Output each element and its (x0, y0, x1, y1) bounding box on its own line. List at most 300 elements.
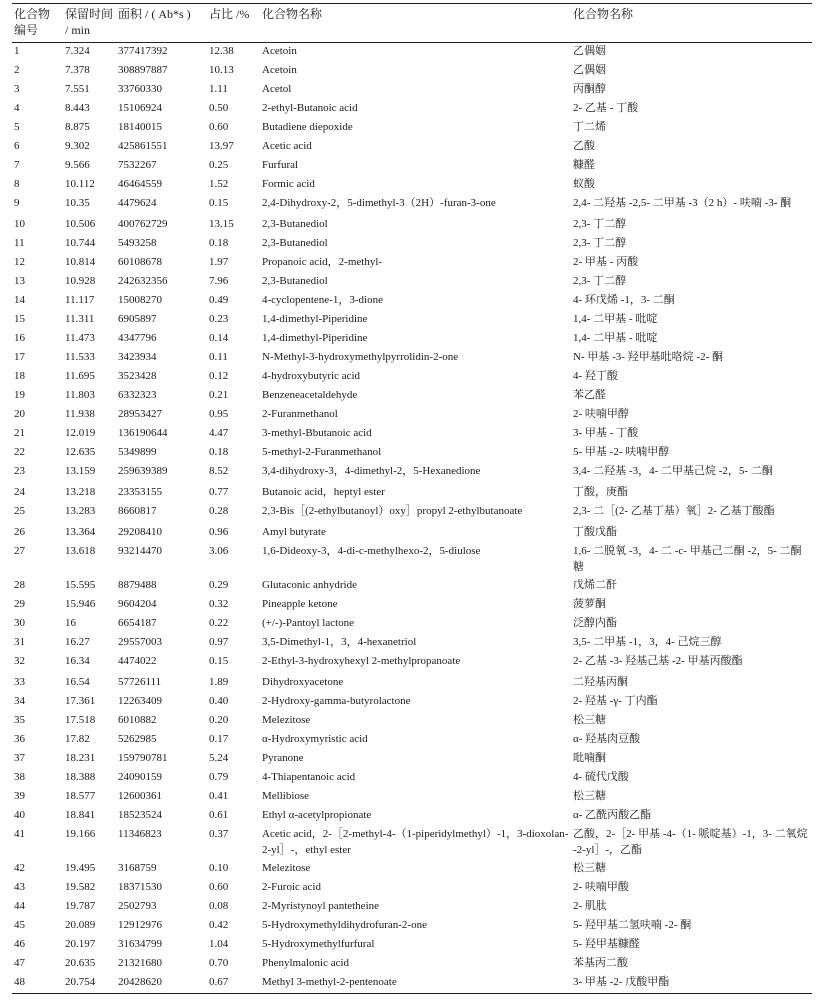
cell-retention-time: 10.814 (65, 256, 96, 268)
cell-ratio: 1.89 (209, 676, 229, 688)
cell-ratio: 0.37 (209, 828, 229, 840)
cell-retention-time: 15.595 (65, 579, 96, 591)
cell-retention-time: 13.218 (65, 486, 96, 498)
cell-name-english: 2-Myristynoyl pantetheine (262, 900, 380, 912)
cell-name-english: 1,6-Dideoxy-3，4-di-c-methylhexo-2，5-diulose (262, 545, 481, 557)
cell-compound-id: 27 (14, 545, 25, 557)
cell-name-english: 2-Furoic acid (262, 881, 321, 893)
cell-name-chinese: 2- 乙基 - 丁酸 (573, 102, 639, 114)
cell-compound-id: 38 (14, 771, 25, 783)
cell-retention-time: 17.82 (65, 733, 90, 745)
cell-ratio: 0.18 (209, 237, 229, 249)
cell-name-chinese: 2,3- 丁二醇 (573, 237, 627, 249)
cell-area: 5349899 (118, 446, 157, 458)
table-row (12, 543, 812, 577)
cell-area: 4347796 (118, 332, 157, 344)
cell-area: 18140015 (118, 121, 162, 133)
cell-name-chinese: N- 甲基 -3- 羟甲基吡咯烷 -2- 酮 (573, 351, 724, 363)
cell-area: 57726111 (118, 676, 162, 688)
table-row (12, 879, 812, 898)
cell-name-english: Furfural (262, 159, 299, 171)
cell-area: 377417392 (118, 45, 168, 57)
cell-retention-time: 13.364 (65, 526, 96, 538)
cell-name-chinese: 丙酮醇 (573, 83, 606, 95)
cell-name-english: Propanoic acid，2-methyl- (262, 256, 383, 268)
table-row (12, 195, 812, 216)
cell-ratio: 12.38 (209, 45, 234, 57)
cell-name-english: 5-Hydroxymethylfurfural (262, 938, 375, 950)
cell-ratio: 0.60 (209, 121, 229, 133)
cell-area: 6332323 (118, 389, 157, 401)
table-row (12, 484, 812, 503)
cell-compound-id: 6 (14, 140, 20, 152)
header-row (12, 4, 812, 43)
cell-retention-time: 9.566 (65, 159, 90, 171)
cell-retention-time: 16.34 (65, 655, 90, 667)
cell-name-english: 1,4-dimethyl-Piperidine (262, 332, 368, 344)
table-row (12, 712, 812, 731)
cell-area: 9604204 (118, 598, 157, 610)
header-ratio: 占比 /% (209, 7, 250, 21)
cell-retention-time: 11.803 (65, 389, 95, 401)
cell-name-english: Mellibiose (262, 790, 310, 802)
cell-name-chinese: 2,3- 丁二醇 (573, 275, 627, 287)
cell-ratio: 0.97 (209, 636, 229, 648)
cell-compound-id: 37 (14, 752, 25, 764)
cell-area: 6905897 (118, 313, 157, 325)
cell-ratio: 0.60 (209, 881, 229, 893)
cell-area: 242632356 (118, 275, 168, 287)
cell-compound-id: 3 (14, 83, 20, 95)
table-row (12, 674, 812, 693)
table-row (12, 524, 812, 543)
table-row (12, 769, 812, 788)
cell-name-english: 3,5-Dimethyl-1，3，4-hexanetriol (262, 636, 417, 648)
cell-retention-time: 16.54 (65, 676, 90, 688)
cell-name-chinese: 3- 甲基 -2- 戊酸甲酯 (573, 976, 670, 988)
cell-retention-time: 10.35 (65, 197, 90, 209)
cell-retention-time: 7.324 (65, 45, 90, 57)
cell-name-chinese: 二羟基丙酮 (573, 676, 628, 688)
cell-name-chinese: 蚁酸 (573, 178, 595, 190)
cell-compound-id: 33 (14, 676, 25, 688)
cell-name-english: Pineapple ketone (262, 598, 338, 610)
cell-name-english: Glutaconic anhydride (262, 579, 357, 591)
cell-name-english: 5-methyl-2-Furanmethanol (262, 446, 382, 458)
cell-name-english: Benzeneacetaldehyde (262, 389, 358, 401)
cell-retention-time: 11.311 (65, 313, 95, 325)
cell-compound-id: 39 (14, 790, 25, 802)
cell-name-chinese: α- 羟基肉豆酸 (573, 733, 641, 745)
cell-ratio: 4.47 (209, 427, 229, 439)
table-row (12, 807, 812, 826)
cell-compound-id: 35 (14, 714, 25, 726)
cell-ratio: 0.11 (209, 351, 228, 363)
cell-compound-id: 25 (14, 505, 25, 517)
cell-name-english: 2,3-Butanediol (262, 237, 328, 249)
cell-name-chinese: 2- 肌肽 (573, 900, 607, 912)
table-row (12, 425, 812, 444)
cell-ratio: 1.52 (209, 178, 229, 190)
cell-name-chinese: 2- 乙基 -3- 羟基己基 -2- 甲基丙酸酯 (573, 655, 743, 667)
cell-compound-id: 17 (14, 351, 25, 363)
table-row (12, 503, 812, 524)
cell-compound-id: 36 (14, 733, 25, 745)
cell-name-english: 4-cyclopentene-1，3-dione (262, 294, 383, 306)
cell-retention-time: 8.875 (65, 121, 90, 133)
cell-area: 5493258 (118, 237, 157, 249)
table-row (12, 81, 812, 100)
cell-name-english: Formic acid (262, 178, 315, 190)
cell-name-chinese: 4- 硫代戊酸 (573, 771, 629, 783)
cell-ratio: 0.41 (209, 790, 229, 802)
cell-compound-id: 44 (14, 900, 25, 912)
cell-compound-id: 11 (14, 237, 25, 249)
cell-name-english: Acetol (262, 83, 292, 95)
cell-name-chinese: 苯基丙二酸 (573, 957, 628, 969)
cell-name-english: 2,3-Bis［(2-ethylbutanoyl）oxy］propyl 2-ethylbutanoate (262, 505, 523, 517)
cell-name-chinese: 2,4- 二羟基 -2,5- 二甲基 -3（2 h）- 呋喃 -3- 酮 (573, 197, 792, 209)
cell-compound-id: 46 (14, 938, 25, 950)
table-row (12, 826, 812, 860)
cell-area: 31634799 (118, 938, 162, 950)
cell-retention-time: 9.302 (65, 140, 90, 152)
cell-name-chinese: 4- 环戊烯 -1，3- 二酮 (573, 294, 675, 306)
cell-name-chinese: 乙酸，2-［2- 甲基 -4-（1- 哌啶基）-1，3- 二氧烷 -2-yl］-，乙酯 (573, 828, 808, 856)
cell-retention-time: 10.112 (65, 178, 95, 190)
cell-retention-time: 10.744 (65, 237, 96, 249)
cell-compound-id: 5 (14, 121, 20, 133)
cell-name-english: 3-methyl-Bbutanoic acid (262, 427, 372, 439)
cell-area: 21321680 (118, 957, 162, 969)
cell-name-chinese: 3- 甲基 - 丁酸 (573, 427, 639, 439)
cell-retention-time: 12.019 (65, 427, 96, 439)
cell-compound-id: 20 (14, 408, 25, 420)
cell-retention-time: 19.787 (65, 900, 96, 912)
cell-retention-time: 12.635 (65, 446, 96, 458)
cell-area: 259639389 (118, 465, 168, 477)
cell-ratio: 0.08 (209, 900, 229, 912)
cell-ratio: 0.61 (209, 809, 229, 821)
cell-retention-time: 18.841 (65, 809, 96, 821)
cell-name-english: (+/-)-Pantoyl lactone (262, 617, 355, 629)
cell-name-chinese: 乙偶姻 (573, 45, 606, 57)
cell-name-chinese: 丁二烯 (573, 121, 606, 133)
cell-area: 93214470 (118, 545, 162, 557)
cell-name-chinese: 2- 甲基 - 丙酸 (573, 256, 639, 268)
cell-retention-time: 20.635 (65, 957, 96, 969)
cell-retention-time: 20.089 (65, 919, 96, 931)
cell-name-chinese: 3,5- 二甲基 -1，3，4- 己烷三醇 (573, 636, 722, 648)
cell-ratio: 13.97 (209, 140, 234, 152)
cell-area: 308897887 (118, 64, 168, 76)
cell-compound-id: 48 (14, 976, 25, 988)
cell-compound-id: 16 (14, 332, 25, 344)
cell-name-chinese: 松三糖 (573, 862, 606, 874)
cell-compound-id: 9 (14, 197, 20, 209)
cell-compound-id: 15 (14, 313, 25, 325)
cell-ratio: 1.04 (209, 938, 229, 950)
cell-name-chinese: 泛醇内酯 (573, 617, 617, 629)
cell-retention-time: 13.283 (65, 505, 96, 517)
table-row (12, 936, 812, 955)
header-area: 面积 / ( Ab*s ) (118, 7, 191, 21)
cell-compound-id: 31 (14, 636, 25, 648)
cell-area: 4474022 (118, 655, 157, 667)
table-row (12, 330, 812, 349)
cell-compound-id: 26 (14, 526, 25, 538)
cell-area: 6654187 (118, 617, 157, 629)
table-row (12, 406, 812, 425)
cell-name-chinese: 2- 呋喃甲醇 (573, 408, 629, 420)
cell-ratio: 0.79 (209, 771, 229, 783)
cell-name-chinese: 乙酸 (573, 140, 595, 152)
cell-retention-time: 20.197 (65, 938, 96, 950)
cell-name-chinese: 2,3- 二［(2- 乙基丁基）氧］2- 乙基丁酸酯 (573, 505, 775, 517)
cell-name-chinese: 1,4- 二甲基 - 吡啶 (573, 332, 658, 344)
cell-compound-id: 41 (14, 828, 25, 840)
table-row (12, 119, 812, 138)
cell-name-chinese: 2- 羟基 -γ- 丁内酯 (573, 695, 658, 707)
cell-ratio: 0.21 (209, 389, 229, 401)
cell-compound-id: 22 (14, 446, 25, 458)
table-row (12, 157, 812, 176)
cell-retention-time: 19.582 (65, 881, 96, 893)
cell-area: 7532267 (118, 159, 157, 171)
cell-name-english: Phenylmalonic acid (262, 957, 350, 969)
cell-compound-id: 43 (14, 881, 25, 893)
cell-name-english: Melezitose (262, 714, 311, 726)
cell-area: 23353155 (118, 486, 162, 498)
cell-area: 12263409 (118, 695, 162, 707)
table-row (12, 731, 812, 750)
cell-area: 3523428 (118, 370, 157, 382)
cell-name-english: 5-Hydroxymethyldihydrofuran-2-one (262, 919, 427, 931)
cell-area: 12600361 (118, 790, 162, 802)
cell-ratio: 0.67 (209, 976, 229, 988)
table-row (12, 615, 812, 634)
cell-ratio: 0.23 (209, 313, 229, 325)
cell-ratio: 8.52 (209, 465, 229, 477)
table-row (12, 898, 812, 917)
cell-ratio: 13.15 (209, 218, 234, 230)
cell-name-english: 2-Hydroxy-gamma-butyrolactone (262, 695, 411, 707)
cell-compound-id: 12 (14, 256, 25, 268)
cell-name-english: 2,4-Dihydroxy-2，5-dimethyl-3（2H）-furan-3-one (262, 197, 496, 209)
cell-name-english: Butadiene diepoxide (262, 121, 353, 133)
cell-area: 15008270 (118, 294, 162, 306)
cell-retention-time: 7.551 (65, 83, 90, 95)
cell-compound-id: 30 (14, 617, 25, 629)
cell-name-chinese: 糠醛 (573, 159, 595, 171)
table-row (12, 273, 812, 292)
cell-area: 8660817 (118, 505, 157, 517)
cell-retention-time: 10.506 (65, 218, 96, 230)
cell-area: 8879488 (118, 579, 157, 591)
cell-area: 400762729 (118, 218, 168, 230)
header-compound-id: 化合物编号 (14, 7, 51, 37)
cell-name-chinese: 松三糖 (573, 714, 606, 726)
table-row (12, 750, 812, 769)
cell-area: 20428620 (118, 976, 162, 988)
cell-name-english: Methyl 3-methyl-2-pentenoate (262, 976, 397, 988)
cell-retention-time: 8.443 (65, 102, 90, 114)
cell-name-english: 2-ethyl-Butanoic acid (262, 102, 358, 114)
cell-retention-time: 17.361 (65, 695, 96, 707)
cell-name-chinese: 5- 羟甲基二氢呋喃 -2- 酮 (573, 919, 692, 931)
cell-retention-time: 20.754 (65, 976, 96, 988)
cell-ratio: 0.77 (209, 486, 229, 498)
cell-area: 29208410 (118, 526, 162, 538)
table-header (12, 4, 812, 43)
cell-name-english: Acetoin (262, 45, 297, 57)
table-row (12, 860, 812, 879)
cell-retention-time: 13.618 (65, 545, 96, 557)
table-row (12, 138, 812, 157)
cell-name-chinese: 松三糖 (573, 790, 606, 802)
cell-ratio: 0.18 (209, 446, 229, 458)
cell-name-chinese: 菠萝酮 (573, 598, 606, 610)
cell-area: 24090159 (118, 771, 162, 783)
table-row (12, 43, 812, 63)
header-name-chinese: 化合物名称 (573, 7, 634, 21)
cell-name-english: Dihydroxyacetone (262, 676, 344, 688)
cell-area: 5262985 (118, 733, 157, 745)
cell-retention-time: 19.495 (65, 862, 96, 874)
cell-name-english: Acetic acid，2-［2-methyl-4-（1-piperidylmethyl）-1，3-dioxolan-2-yl］-，ethyl ester (262, 828, 569, 856)
cell-retention-time: 15.946 (65, 598, 96, 610)
cell-compound-id: 13 (14, 275, 25, 287)
table-row (12, 955, 812, 974)
table-row (12, 788, 812, 807)
cell-area: 136190644 (118, 427, 168, 439)
cell-name-english: Acetic acid (262, 140, 312, 152)
table-row (12, 292, 812, 311)
table-body (12, 43, 812, 994)
cell-compound-id: 34 (14, 695, 25, 707)
cell-name-chinese: 乙偶姻 (573, 64, 606, 76)
cell-area: 11346823 (118, 828, 162, 840)
cell-area: 6010882 (118, 714, 157, 726)
cell-area: 28953427 (118, 408, 162, 420)
cell-name-english: Butanoic acid，heptyl ester (262, 486, 385, 498)
cell-ratio: 0.28 (209, 505, 229, 517)
cell-compound-id: 24 (14, 486, 25, 498)
cell-retention-time: 19.166 (65, 828, 96, 840)
cell-name-english: 4-hydroxybutyric acid (262, 370, 361, 382)
cell-ratio: 10.13 (209, 64, 234, 76)
table-row (12, 577, 812, 596)
cell-name-english: α-Hydroxymyristic acid (262, 733, 368, 745)
cell-retention-time: 11.695 (65, 370, 95, 382)
table-row (12, 176, 812, 195)
table-row (12, 100, 812, 119)
cell-name-chinese: 丁酸，庚酯 (573, 486, 628, 498)
cell-area: 3423934 (118, 351, 157, 363)
cell-ratio: 0.17 (209, 733, 229, 745)
cell-ratio: 0.15 (209, 197, 229, 209)
table-row (12, 693, 812, 712)
cell-area: 18523524 (118, 809, 162, 821)
cell-area: 46464559 (118, 178, 162, 190)
table-row (12, 653, 812, 674)
table-row (12, 463, 812, 484)
cell-name-chinese: 丁酸戊酯 (573, 526, 617, 538)
cell-name-chinese: 3,4- 二羟基 -3，4- 二甲基己烷 -2，5- 二酮 (573, 465, 773, 477)
cell-name-english: 2,3-Butanediol (262, 218, 328, 230)
cell-ratio: 0.32 (209, 598, 229, 610)
cell-compound-id: 1 (14, 45, 20, 57)
header-retention-time: 保留时间 / min (65, 7, 114, 37)
table-row (12, 387, 812, 406)
table-row (12, 349, 812, 368)
table-row (12, 917, 812, 936)
cell-retention-time: 11.938 (65, 408, 95, 420)
cell-ratio: 0.49 (209, 294, 229, 306)
cell-retention-time: 16.27 (65, 636, 90, 648)
cell-name-chinese: 5- 羟甲基糠醛 (573, 938, 640, 950)
table-row (12, 216, 812, 235)
cell-area: 4479624 (118, 197, 157, 209)
cell-compound-id: 7 (14, 159, 20, 171)
cell-compound-id: 47 (14, 957, 25, 969)
cell-retention-time: 18.231 (65, 752, 96, 764)
cell-name-chinese: 5- 甲基 -2- 呋喃甲醇 (573, 446, 670, 458)
cell-compound-id: 2 (14, 64, 20, 76)
table-row (12, 311, 812, 330)
compound-table (12, 3, 812, 994)
cell-name-chinese: α- 乙酰丙酸乙酯 (573, 809, 652, 821)
cell-area: 2502793 (118, 900, 157, 912)
cell-name-chinese: 1,6- 二脱氧 -3，4- 二 -c- 甲基己二酮 -2，5- 二酮糖 (573, 545, 802, 573)
cell-compound-id: 8 (14, 178, 20, 190)
cell-ratio: 0.96 (209, 526, 229, 538)
cell-ratio: 0.14 (209, 332, 229, 344)
cell-name-english: N-Methyl-3-hydroxymethylpyrrolidin-2-one (262, 351, 459, 363)
table-row (12, 596, 812, 615)
cell-name-chinese: 1,4- 二甲基 - 吡啶 (573, 313, 658, 325)
table-row (12, 634, 812, 653)
cell-compound-id: 28 (14, 579, 25, 591)
cell-ratio: 3.06 (209, 545, 229, 557)
cell-ratio: 0.42 (209, 919, 229, 931)
cell-name-chinese: 4- 羟丁酸 (573, 370, 618, 382)
cell-name-english: Melezitose (262, 862, 311, 874)
cell-ratio: 1.97 (209, 256, 229, 268)
cell-retention-time: 17.518 (65, 714, 96, 726)
cell-compound-id: 4 (14, 102, 20, 114)
cell-area: 425861551 (118, 140, 168, 152)
cell-area: 60108678 (118, 256, 162, 268)
cell-ratio: 0.22 (209, 617, 229, 629)
cell-ratio: 0.12 (209, 370, 229, 382)
cell-ratio: 0.40 (209, 695, 229, 707)
cell-area: 15106924 (118, 102, 162, 114)
cell-retention-time: 10.928 (65, 275, 96, 287)
cell-area: 18371530 (118, 881, 162, 893)
cell-retention-time: 11.473 (65, 332, 95, 344)
cell-compound-id: 10 (14, 218, 25, 230)
cell-name-chinese: 苯乙醛 (573, 389, 606, 401)
cell-ratio: 5.24 (209, 752, 229, 764)
table-row (12, 368, 812, 387)
cell-retention-time: 11.533 (65, 351, 95, 363)
table-row (12, 235, 812, 254)
cell-retention-time: 16 (65, 617, 76, 629)
cell-compound-id: 18 (14, 370, 25, 382)
cell-name-english: Ethyl α-acetylpropionate (262, 809, 372, 821)
cell-ratio: 0.50 (209, 102, 229, 114)
